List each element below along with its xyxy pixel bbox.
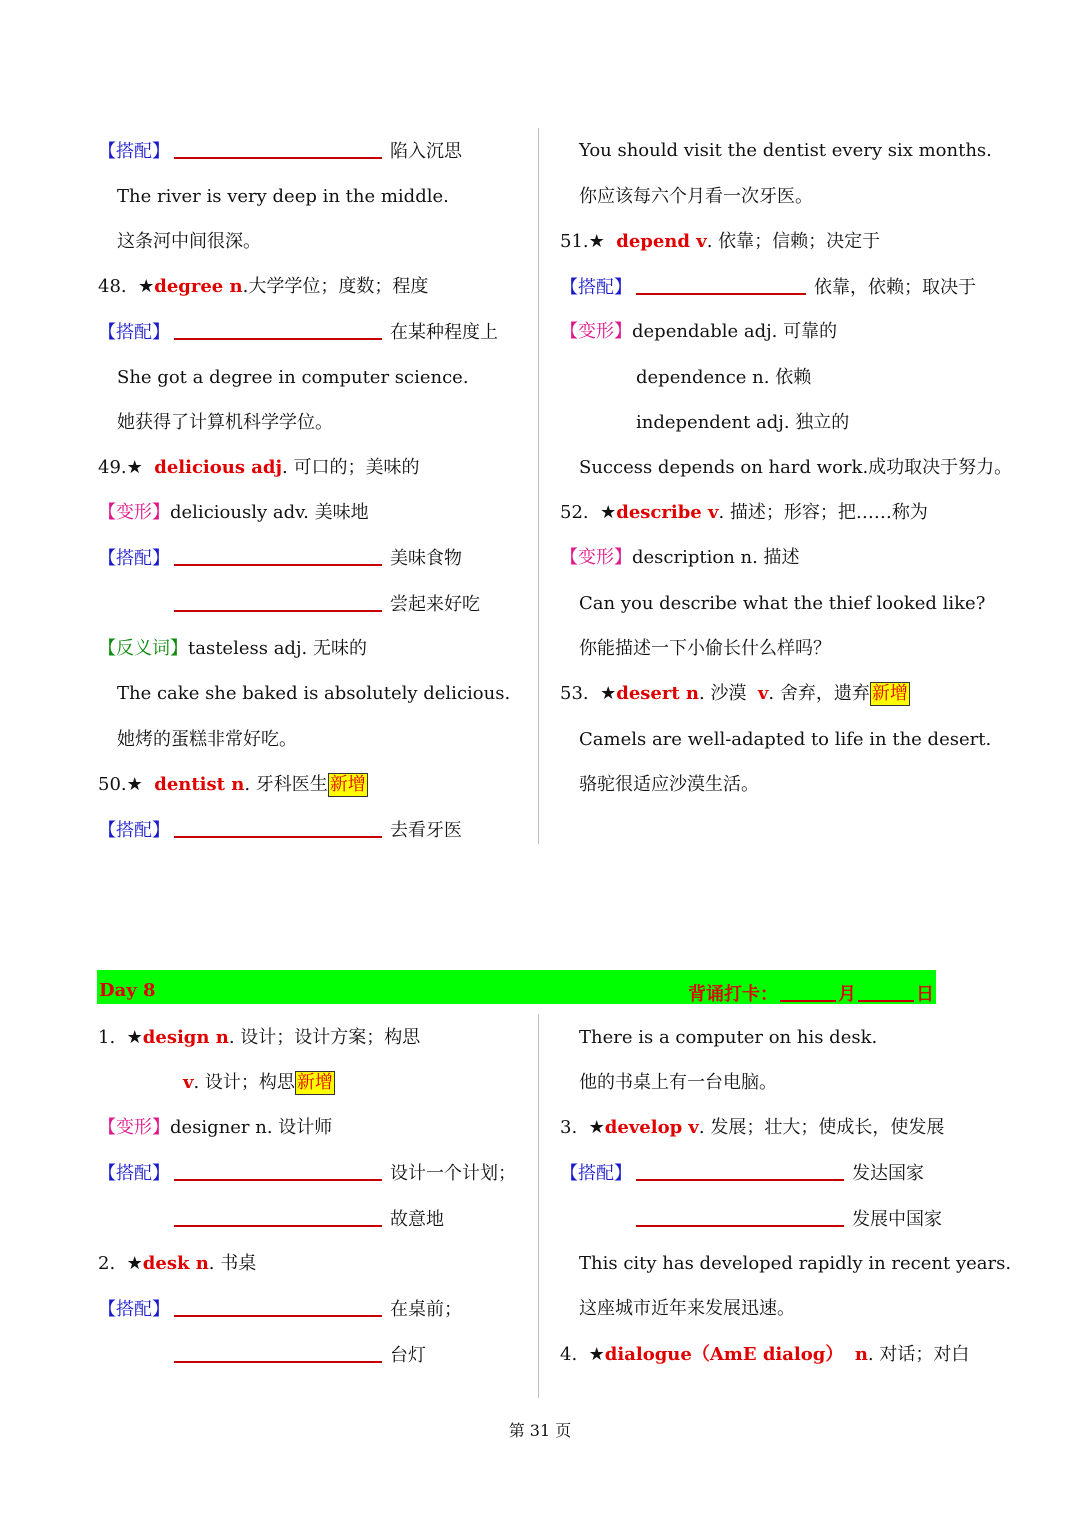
variant-row [560,320,837,344]
variant-label: 【变形】 [560,321,632,342]
variant-label: 【变形】 [560,547,632,568]
part-of-speech: v [183,1072,194,1093]
entry-number: 49. [98,457,127,478]
fill-blank[interactable] [174,1207,382,1227]
example-en: This city has developed rapidly in recent years. [579,1253,1012,1274]
definition: . 沙漠 [699,683,747,704]
example-en: You should visit the dentist every six months. [579,140,992,161]
variant-label: 【变形】 [98,1117,170,1138]
example-zh: 她获得了计算机科学学位。 [117,412,333,433]
variant-text: dependable adj. 可靠的 [632,321,838,342]
example-zh: 骆驼很适应沙漠生活。 [579,774,759,795]
meaning: 在某种程度上 [390,322,498,343]
example-en: Can you describe what the thief looked like? [579,593,986,614]
definition: . 可口的；美味的 [282,457,420,478]
entry-number: 51. [560,231,589,252]
collocation-row [560,1161,924,1186]
entry-number: 48. [98,276,127,297]
definition: . 设计；设计方案；构思 [228,1027,421,1048]
antonym-label: 【反义词】 [98,638,188,659]
star-icon: ★ [126,457,143,478]
star-icon: ★ [600,502,617,523]
variant-text: description n. 描述 [632,547,800,568]
collocation-row [170,1343,426,1368]
new-tag: 新增 [296,1072,333,1093]
collocation-row [560,275,976,300]
entry-number: 2. [98,1253,116,1274]
fill-blank[interactable] [636,275,806,295]
meaning: 依靠，依赖；取决于 [814,277,976,298]
day-header-bar [97,970,936,1004]
headword: desk n [142,1253,209,1274]
meaning: 陷入沉思 [390,141,462,162]
word-entry-2 [98,1252,256,1276]
example-en: There is a computer on his desk. [579,1027,878,1048]
collocation-label: 【搭配】 [560,277,632,298]
collocation-row [98,1297,462,1322]
word-entry-53 [560,682,910,706]
collocation-label: 【搭配】 [98,141,170,162]
collocation-label: 【搭配】 [98,1299,170,1320]
meaning: 台灯 [390,1345,426,1366]
star-icon: ★ [588,1344,605,1365]
checkin-row [688,980,934,1006]
entry-number: 3. [560,1117,578,1138]
collocation-row [98,1161,516,1186]
example-zh: 这条河中间很深。 [117,231,261,252]
checkin-label: 背诵打卡： [688,984,778,1005]
collocation-label: 【搭配】 [98,1163,170,1184]
collocation-row [98,320,498,345]
definition: . 发展；壮大；使成长，使发展 [698,1117,945,1138]
definition: . 对话；对白 [867,1344,970,1365]
collocation-row [98,818,462,843]
meaning: 美味食物 [390,548,462,569]
variant-row [560,546,800,570]
new-tag: 新增 [329,774,366,795]
word-entry-50 [98,773,368,797]
entry-number: 4. [560,1344,578,1365]
star-icon: ★ [600,683,617,704]
definition: . 书桌 [208,1253,257,1274]
example-zh: 你应该每六个月看一次牙医。 [579,186,813,207]
antonym-text: tasteless adj. 无味的 [188,638,367,659]
new-tag: 新增 [871,683,908,704]
star-icon: ★ [126,1027,143,1048]
example-zh: 她烤的蛋糕非常好吃。 [117,729,297,750]
fill-blank[interactable] [174,546,382,566]
headword: dialogue（AmE dialog） [604,1344,844,1365]
word-entry-3 [560,1116,944,1140]
definition: . 牙科医生 [244,774,328,795]
entry-number: 52. [560,502,589,523]
fill-blank[interactable] [636,1207,844,1227]
antonym-row [98,637,367,661]
page-number: 第 31 页 [508,1421,572,1440]
month-blank[interactable] [780,982,836,1002]
fill-blank[interactable] [174,1161,382,1181]
fill-blank[interactable] [174,1343,382,1363]
star-icon: ★ [126,774,143,795]
definition: . 依靠；信赖；决定于 [706,231,881,252]
word-entry-49 [98,456,419,480]
headword: dentist n [154,774,245,795]
star-icon: ★ [126,1253,143,1274]
part-of-speech: n [854,1344,868,1365]
variant-row [98,501,369,525]
example-zh: 你能描述一下小偷长什么样吗？ [579,638,831,659]
entry-number: 50. [98,774,127,795]
fill-blank[interactable] [174,1297,382,1317]
headword: depend v [616,231,707,252]
variant-text: dependence n. 依赖 [636,367,812,388]
column-divider-top [538,128,539,844]
definition: . 描述；形容；把……称为 [718,502,928,523]
headword: degree n [154,276,243,297]
collocation-row [170,1207,444,1232]
word-entry-1-verb [183,1071,335,1095]
example-en: The river is very deep in the middle. [117,186,449,207]
word-entry-48 [98,275,428,299]
word-entry-51 [560,230,880,254]
fill-blank[interactable] [174,139,382,159]
fill-blank[interactable] [636,1161,844,1181]
collocation-label: 【搭配】 [98,322,170,343]
star-icon: ★ [588,1117,605,1138]
variant-text: designer n. 设计师 [170,1117,333,1138]
word-entry-4 [560,1343,969,1367]
word-entry-52 [560,501,928,525]
variant-label: 【变形】 [98,502,170,523]
headword: design n [142,1027,229,1048]
entry-number: 1. [98,1027,116,1048]
collocation-row [170,592,480,617]
collocation-row [98,139,462,164]
collocation-label: 【搭配】 [98,820,170,841]
headword: delicious adj [154,457,283,478]
example-en: Camels are well-adapted to life in the desert. [579,729,992,750]
collocation-label: 【搭配】 [98,548,170,569]
headword: develop v [604,1117,699,1138]
meaning: 在桌前； [390,1299,462,1320]
fill-blank[interactable] [174,818,382,838]
example-en: The cake she baked is absolutely delicious. [117,683,511,704]
day-title: Day 8 [99,980,156,1001]
headword: describe v [616,502,719,523]
fill-blank[interactable] [174,592,382,612]
headword: desert n [616,683,700,704]
variant-text: independent adj. 独立的 [636,412,850,433]
fill-blank[interactable] [174,320,382,340]
collocation-row [632,1207,942,1232]
meaning: 去看牙医 [390,820,462,841]
example-zh: 他的书桌上有一台电脑。 [579,1072,777,1093]
meaning: 发展中国家 [852,1209,942,1230]
example-en: Success depends on hard work.成功取决于努力。 [579,457,1013,478]
definition: . 舍弃，遗弃 [768,683,870,704]
meaning: 设计一个计划； [390,1163,516,1184]
entry-number: 53. [560,683,589,704]
day-label: 日 [916,984,934,1005]
example-en: She got a degree in computer science. [117,367,469,388]
variant-row [98,1116,332,1140]
meaning: 故意地 [390,1209,444,1230]
star-icon: ★ [588,231,605,252]
part-of-speech: v [757,683,769,704]
word-entry-1 [98,1026,420,1050]
definition: . 设计；构思 [193,1072,295,1093]
variant-text: deliciously adv. 美味地 [170,502,369,523]
collocation-label: 【搭配】 [560,1163,632,1184]
collocation-row [98,546,462,571]
meaning: 尝起来好吃 [390,594,480,615]
star-icon: ★ [138,276,155,297]
example-zh: 这座城市近年来发展迅速。 [579,1298,795,1319]
meaning: 发达国家 [852,1163,924,1184]
day-blank[interactable] [858,982,914,1002]
definition: .大学学位；度数；程度 [242,276,429,297]
column-divider-bottom [538,1014,539,1398]
month-label: 月 [838,984,856,1005]
